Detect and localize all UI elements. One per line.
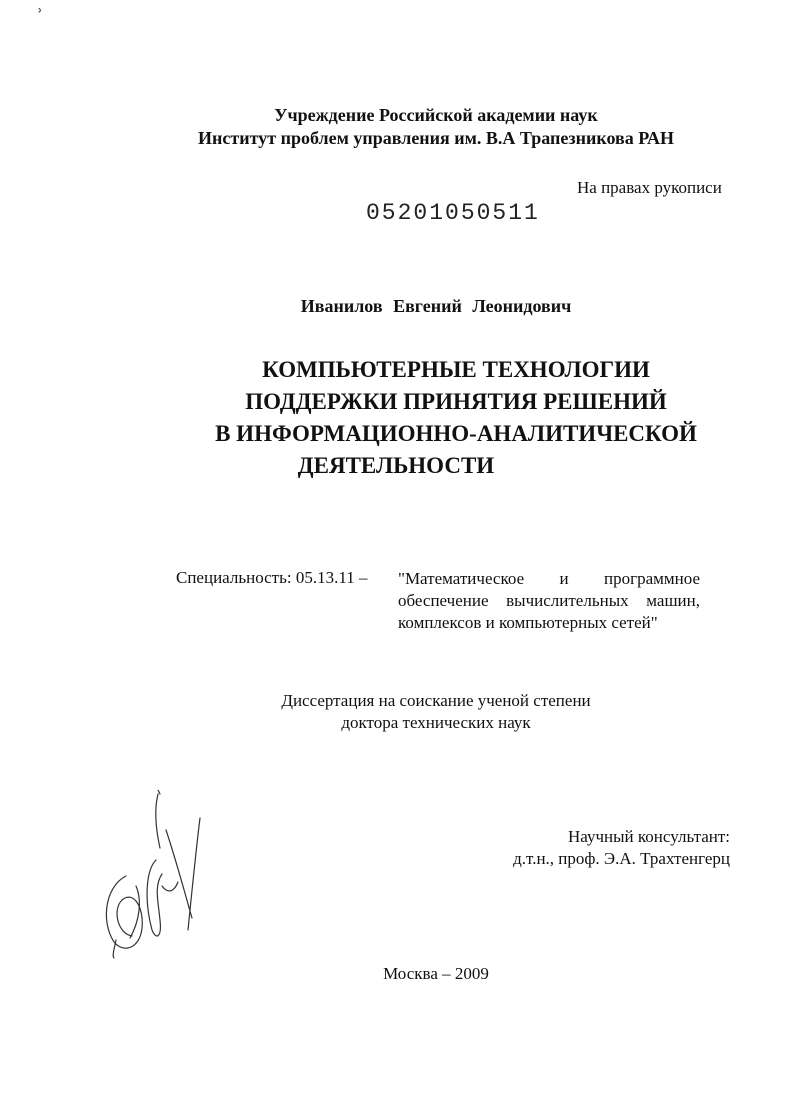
- title-line-3: В ИНФОРМАЦИОННО-АНАЛИТИЧЕСКОЙ: [215, 421, 697, 446]
- degree-statement: [0, 690, 796, 734]
- signature-stroke-3: [166, 830, 192, 918]
- signature-stroke-7: [162, 882, 178, 891]
- institution-header: [0, 104, 796, 150]
- author-name: Иванилов Евгений Леонидович: [300, 296, 572, 316]
- institution-line-2: Институт проблем управления им. В.А Трапезникова РАН: [198, 128, 674, 148]
- title-line-4: ДЕЯТЕЛЬНОСТИ: [297, 453, 495, 478]
- title-line-2: ПОДДЕРЖКИ ПРИНЯТИЯ РЕШЕНИЙ: [245, 389, 667, 414]
- signature-stroke-4: [147, 860, 162, 936]
- title-line-1: КОМПЬЮТЕРНЫЕ ТЕХНОЛОГИИ: [262, 357, 650, 382]
- city-year: Москва – 2009: [383, 964, 489, 983]
- consultant-block: [480, 826, 730, 870]
- specialty-value: "Математическое и программное обеспечение вычислительных машин, комплексов и компьютерных сетей": [398, 569, 700, 632]
- consultant-name: д.т.н., проф. Э.А. Трахтенгерц: [513, 849, 730, 868]
- consultant-role: Научный консультант:: [568, 827, 730, 846]
- signature-stroke-9: [158, 790, 160, 794]
- handwritten-signature: [96, 790, 220, 960]
- corner-mark: ʾ: [36, 4, 44, 29]
- degree-line-1: Диссертация на соискание ученой степени: [281, 691, 591, 710]
- degree-line-2: доктора технических наук: [341, 713, 531, 732]
- signature-stroke-2: [188, 818, 200, 930]
- dissertation-title: [0, 354, 796, 482]
- archive-number: 05201050511: [366, 200, 540, 226]
- rights-note: На правах рукописи: [577, 178, 722, 197]
- signature-stroke-6: [130, 886, 139, 938]
- specialty-label: Специальность: 05.13.11 –: [176, 568, 368, 587]
- signature-stroke-1: [156, 794, 160, 848]
- institution-line-1: Учреждение Российской академии наук: [274, 105, 598, 125]
